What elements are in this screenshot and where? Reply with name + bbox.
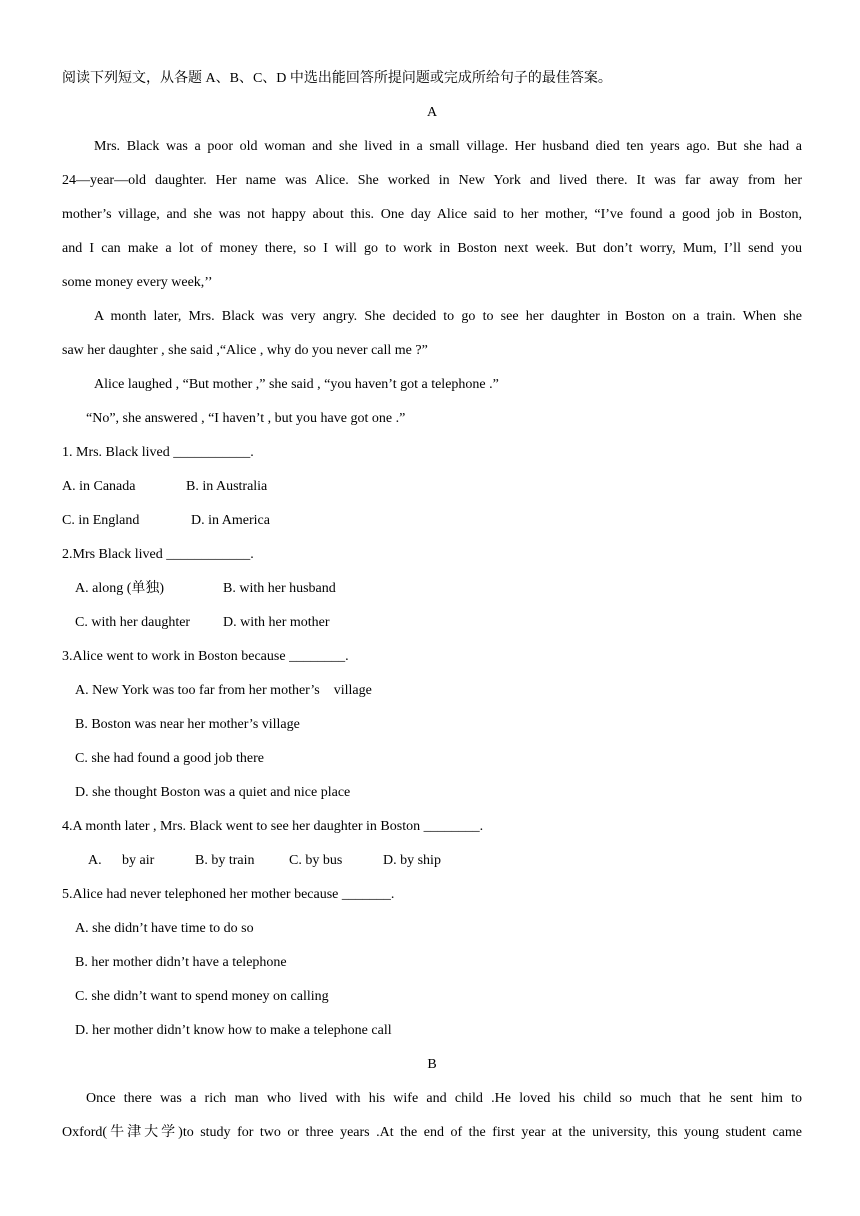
option: C. with her daughter [75,615,191,630]
passage-a-heading: A [426,105,438,120]
option: B. in Australia [186,479,268,494]
passage-a-line: Alice laughed , “But mother ,” she said , “you haven’t got a telephone .” [94,377,499,392]
option: C. she had found a good job there [75,751,264,766]
question-stem-1: 1. Mrs. Black lived ___________. [62,445,254,460]
option: D. by ship [383,853,441,868]
document-page [62,62,802,1150]
question-2-options-row [62,572,802,606]
option: D. she thought Boston was a quiet and nice place [75,785,351,800]
option: C. in England [62,513,140,528]
option: by air [122,853,155,868]
option: B. Boston was near her mother’s village [75,717,300,732]
option: A. New York was too far from her mother’s village [75,683,372,698]
passage-a-line: mother’s village, and she was not happy about this. One day Alice said to her mother, “I’ve found a good job in Boston, [62,207,802,222]
passage-a-line: A month later, Mrs. Black was very angry. She decided to go to see her daughter in Boston on a train. When she [94,309,802,324]
option: D. her mother didn’t know how to make a telephone call [75,1023,392,1038]
question-stem-5: 5.Alice had never telephoned her mother because _______. [62,887,395,902]
question-1-options-row [62,470,802,504]
option: A. in Canada [62,479,136,494]
passage-b-heading: B [427,1057,437,1072]
option: D. with her mother [223,615,330,630]
passage-a-line: some money every week,’’ [62,275,213,290]
option: C. by bus [289,853,343,868]
option: B. by train [195,853,255,868]
option: A. she didn’t have time to do so [75,921,254,936]
option: D. in America [191,513,270,528]
instruction: 阅读下列短文，从各题 A、B、C、D 中选出能回答所提问题或完成所给句子的最佳答案。 [62,71,612,86]
passage-a-line: and I can make a lot of money there, so I will go to work in Boston next week. But don’t worry, Mum, I’ll send you [62,241,802,256]
passage-a-line: Mrs. Black was a poor old woman and she lived in a small village. Her husband died ten years ago. But she had a [94,139,802,154]
option: B. her mother didn’t have a telephone [75,955,287,970]
question-stem-4: 4.A month later , Mrs. Black went to see her daughter in Boston ________. [62,819,484,834]
question-2-options-row [62,606,802,640]
passage-b-line: Oxford(牛津大学)to study for two or three years .At the end of the first year at the university, this young student came [62,1125,802,1140]
passage-a-line: saw her daughter , she said ,“Alice , why do you never call me ?” [62,343,428,358]
question-stem-2: 2.Mrs Black lived ____________. [62,547,254,562]
passage-a-line: 24—year—old daughter. Her name was Alice. She worked in New York and lived there. It was far away from her [62,173,802,188]
question-1-options-row [62,504,802,538]
question-4-options-row [62,844,802,878]
passage-b-line: Once there was a rich man who lived with his wife and child .He loved his child so much that he sent him to [86,1091,802,1106]
option: B. with her husband [223,581,336,596]
option: A. along (单独) [75,581,165,596]
passage-a-line: “No”, she answered , “I haven’t , but you have got one .” [86,411,406,426]
question-stem-3: 3.Alice went to work in Boston because ________. [62,649,349,664]
option-letter: A. [88,853,102,868]
option: C. she didn’t want to spend money on calling [75,989,329,1004]
